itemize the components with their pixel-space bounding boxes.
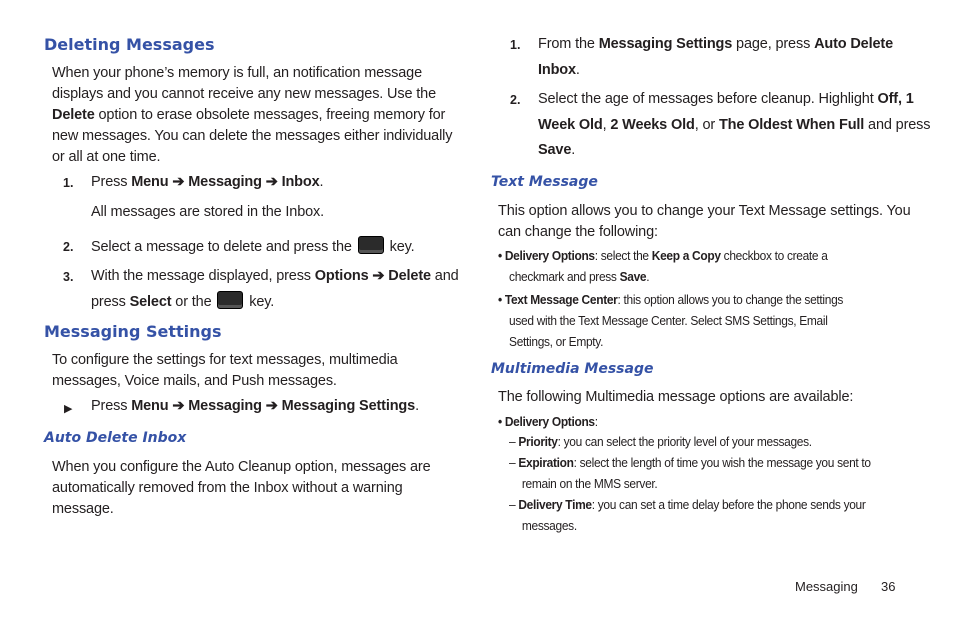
mms-sub-items [509,431,871,536]
text-fragment: and [430,268,459,284]
arrow-icon: ➔ [261,398,282,414]
text-fragment: checkmark and press [509,269,620,284]
text-fragment: Press [91,174,132,190]
text-fragment: : [594,414,598,429]
text-line: remain on the MMS server. [521,476,658,491]
step-number: 1. [510,38,521,52]
text-line [91,266,459,287]
bold-term: Delete [52,107,95,123]
bold-term: Messaging [188,398,262,414]
text-bullet-center [498,289,843,352]
text-fragment: and press [864,117,931,133]
step-1-note: All messages are stored in the Inbox. [91,204,325,220]
bold-term: Delivery Options [504,248,595,263]
settings-intro [52,350,398,392]
bold-term: Save [619,269,647,284]
arrow-icon: ➔ [368,268,389,284]
text-line: displays and you cannot receive any new messages. Use the [52,86,436,102]
step-number: 2. [63,240,74,254]
text-line: automatically removed from the Inbox without a warning [52,480,403,496]
bold-term: The Oldest When Full [718,117,865,133]
bold-term: Delivery Time [518,497,592,512]
text-fragment: : select the length of time you wish the message you sent to [573,455,871,470]
text-fragment: press [91,294,130,310]
text-fragment: key. [389,239,415,255]
text-fragment: Press [91,398,132,414]
step-3-cont [91,291,274,313]
bold-term: Options [314,268,369,284]
right-step-2 [538,89,914,110]
bold-term: Menu [131,398,169,414]
bold-term: Messaging Settings [598,36,733,52]
text-line: or all at one time. [52,149,161,165]
bold-term: Save [538,142,572,158]
text-line: Settings, or Empty. [509,334,604,349]
step-number: 2. [510,93,521,107]
text-fragment: . [571,142,576,158]
text-line: can change the following: [498,224,658,240]
text-line [498,289,843,310]
text-line: message. [52,501,114,517]
text-bullet-delivery [498,245,828,287]
text-fragment: Select the age of messages before cleanup. Highlight [538,91,878,107]
text-fragment: page, press [732,36,815,52]
step-1 [91,172,323,193]
dash: – [509,497,519,512]
text-line: When your phone’s memory is full, an notification message [52,65,422,81]
text-fragment: key. [249,294,275,310]
text-fragment: . [319,174,324,190]
bullet: • [498,292,505,307]
bold-term: Keep a Copy [651,248,721,263]
text-line: To configure the settings for text messages, multimedia [52,352,398,368]
bold-term: Delete [388,268,431,284]
text-line: messages. [521,518,577,533]
bold-term: Messaging [188,174,262,190]
key-icon [217,291,243,309]
text-line [509,494,871,515]
arrow-icon: ➔ [168,398,189,414]
heading-messaging-settings: Messaging Settings [44,322,222,341]
text-fragment: : this option allows you to change the settings [617,292,844,307]
text-fragment: . [415,398,419,414]
text-line: new messages. You can delete the messages either individually [52,128,453,144]
text-fragment: : you can set a time delay before the phone sends your [591,497,866,512]
arrow-icon: ➔ [168,174,189,190]
text-fragment: option to erase obsolete messages, freeing memory for [94,107,446,123]
settings-step [91,396,419,417]
bold-term: Text Message Center [504,292,618,307]
step-number: 3. [63,270,74,284]
text-line [52,105,452,126]
text-fragment: . [646,269,650,284]
text-fragment: checkbox to create a [720,248,828,263]
text-line [538,34,893,55]
triangle-bullet-icon: ▶ [64,403,73,415]
right-step-2-end [538,140,575,161]
bold-term: 2 Weeks Old [610,117,695,133]
text-line [498,266,828,287]
bold-term: Expiration [518,455,574,470]
heading-text-message: Text Message [491,174,598,190]
text-line [509,431,871,452]
mms-intro: The following Multimedia message options are available: [498,389,854,405]
bold-term: Off, 1 [877,91,914,107]
page-number: 36 [881,579,896,594]
heading-multimedia-message: Multimedia Message [491,361,654,377]
right-step-2-cont [538,115,930,136]
bold-term: Messaging Settings [281,398,416,414]
heading-deleting-messages: Deleting Messages [44,35,215,54]
text-line [498,245,828,266]
bold-term: Inbox [538,62,576,78]
deleting-intro [52,63,452,168]
text-fragment: With the message displayed, press [91,268,315,284]
bold-term: Week Old [538,117,603,133]
bold-term: Menu [131,174,169,190]
bold-term: Inbox [281,174,320,190]
bold-term: Delivery Options [504,414,595,429]
text-message-intro [498,201,911,243]
step-3 [91,266,459,287]
step-2 [91,236,415,258]
right-step-1 [538,34,893,55]
step-number: 1. [63,176,74,190]
dash: – [509,434,519,449]
bold-term: Select [129,294,172,310]
bold-term: Auto Delete [814,36,893,52]
text-fragment: . [575,62,580,78]
text-line: When you configure the Auto Cleanup option, messages are [52,459,431,475]
right-step-1-cont [538,60,580,81]
text-fragment: : select the [594,248,652,263]
bold-term: Priority [518,434,558,449]
text-line: messages, Voice mails, and Push messages. [52,373,337,389]
key-icon [358,236,384,254]
heading-auto-delete-inbox: Auto Delete Inbox [44,430,187,446]
auto-delete-body [52,457,431,520]
text-fragment: , or [694,117,719,133]
text-line: This option allows you to change your Text Message settings. You [498,203,911,219]
text-fragment: : you can select the priority level of your messages. [557,434,812,449]
text-fragment: From the [538,36,599,52]
text-fragment: Select a message to delete and press the [91,239,352,255]
dash: – [509,455,519,470]
mms-bullet-delivery [498,411,598,432]
footer-section: Messaging [795,579,858,594]
arrow-icon: ➔ [261,174,282,190]
text-fragment: or the [171,294,212,310]
bullet: • [498,414,505,429]
text-fragment: , [602,117,611,133]
text-line [498,411,598,432]
text-line [509,452,871,473]
bullet: • [498,248,505,263]
text-line: used with the Text Message Center. Select SMS Settings, Email [509,313,828,328]
